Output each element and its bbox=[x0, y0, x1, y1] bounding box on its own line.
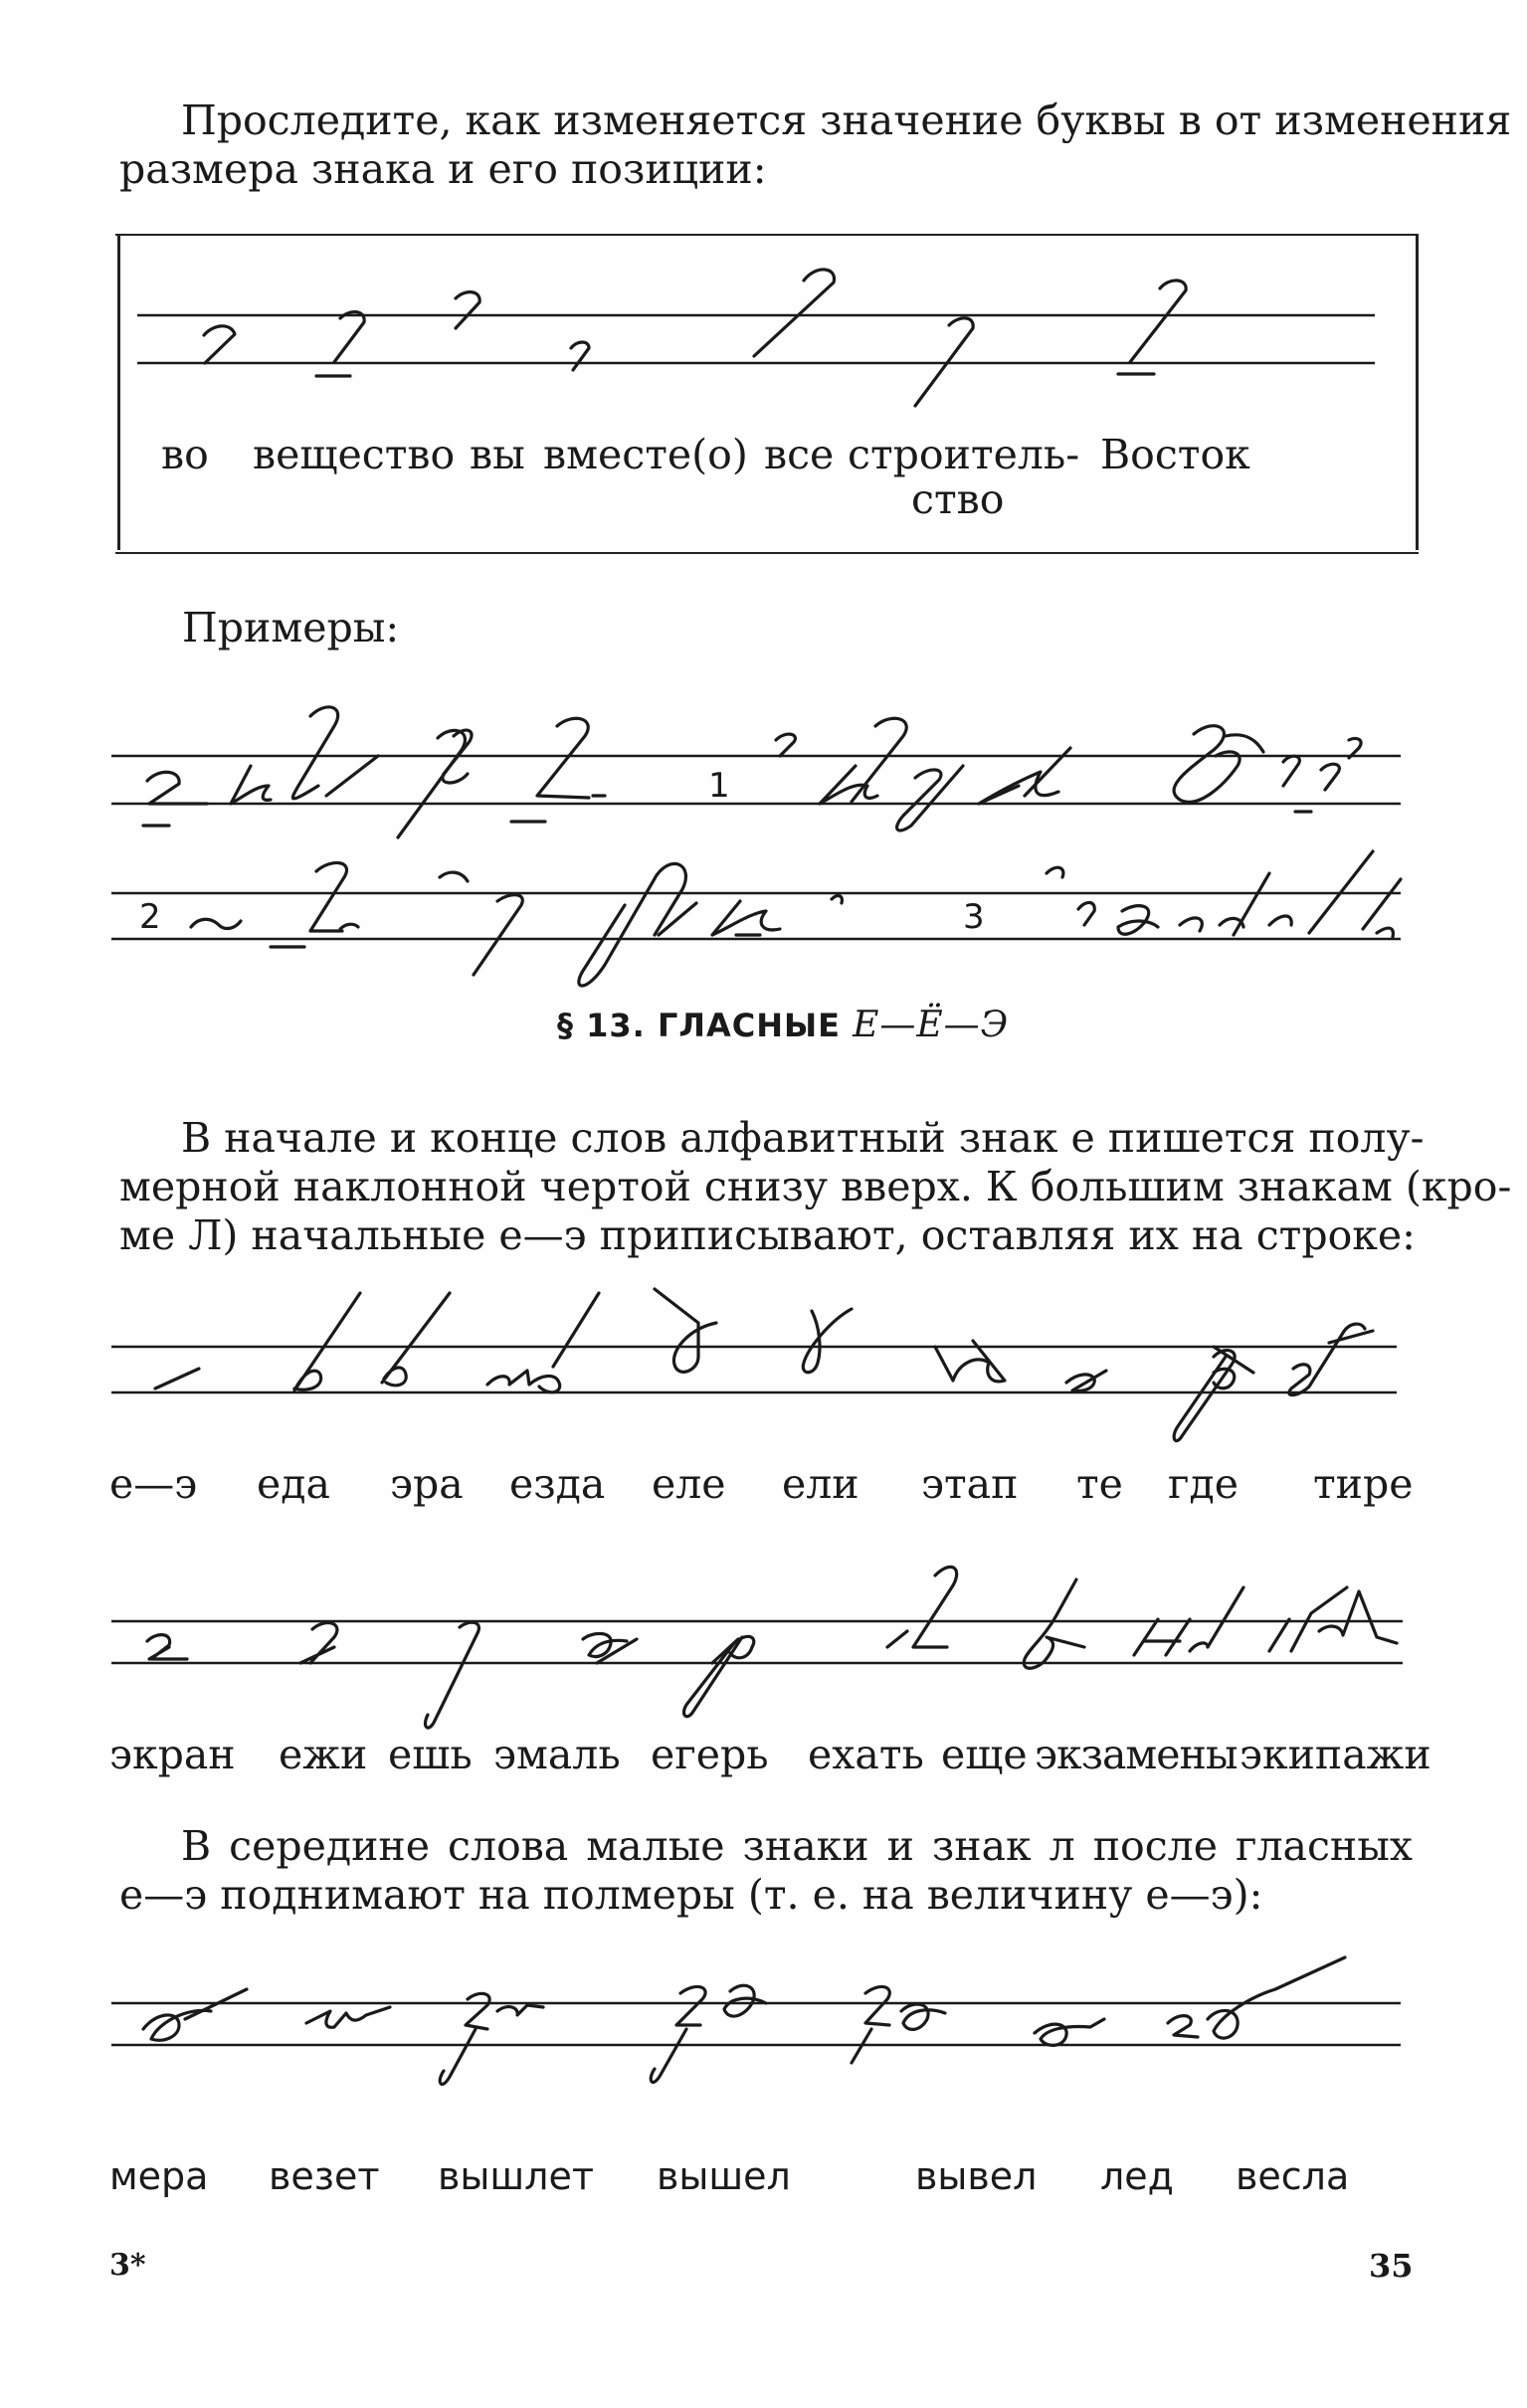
word-tire: тире bbox=[1313, 1460, 1414, 1508]
ex-stroke bbox=[1174, 726, 1240, 803]
label-vo: во bbox=[161, 431, 209, 478]
ex-stroke bbox=[897, 766, 963, 831]
word-vyshlet: вышлет bbox=[438, 2154, 594, 2198]
stroke-led bbox=[1035, 2019, 1104, 2045]
word-ezda: езда bbox=[509, 1460, 606, 1508]
stroke-ezda bbox=[487, 1293, 599, 1392]
stroke-ekipazhi bbox=[1269, 1587, 1397, 1651]
stroke-tire bbox=[1289, 1324, 1373, 1395]
ex-stroke bbox=[231, 766, 271, 804]
stroke-ehat bbox=[887, 1567, 957, 1647]
stroke-e-e bbox=[155, 1369, 199, 1389]
word-vezet: везет bbox=[269, 2154, 380, 2198]
label-vostok: Восток bbox=[1100, 431, 1250, 478]
stroke-esh bbox=[426, 1622, 479, 1728]
stroke-veshchestvo bbox=[316, 312, 364, 376]
stroke-era bbox=[382, 1293, 450, 1386]
rule1-line-1: В начале и конце слов алфавитный знак е пишется полу- bbox=[181, 1114, 1425, 1162]
ex-stroke bbox=[440, 872, 468, 881]
ex-stroke bbox=[1078, 902, 1094, 925]
ex-stroke bbox=[191, 919, 241, 928]
page-number: 35 bbox=[1369, 2247, 1414, 2285]
word-era: эра bbox=[390, 1460, 464, 1508]
stroke-vo bbox=[204, 326, 235, 363]
label-stvo: ство bbox=[911, 475, 1005, 523]
example-marker-3: 3 bbox=[963, 897, 985, 937]
label-vmeste: вместе(о) bbox=[543, 431, 748, 478]
rule1-line-3: ме Л) начальные е—э приписывают, оставляя их на строке: bbox=[119, 1211, 1416, 1259]
word-emal: эмаль bbox=[493, 1731, 621, 1778]
stroke-vy bbox=[456, 292, 479, 328]
stroke-eshche bbox=[1024, 1579, 1084, 1668]
stroke-ele bbox=[655, 1289, 716, 1372]
word-vyshel: вышел bbox=[657, 2154, 791, 2198]
ex-stroke bbox=[712, 901, 780, 935]
rule1-paragraph bbox=[119, 1114, 1512, 1260]
ex-stroke bbox=[852, 718, 906, 802]
example-row-1-strokes bbox=[143, 707, 1361, 837]
label-stroitel: строитель- bbox=[848, 431, 1080, 478]
ex-stroke bbox=[271, 862, 347, 947]
word-eda: еда bbox=[257, 1460, 330, 1508]
word-ekzameny: экзамены bbox=[1035, 1731, 1238, 1778]
stroke-te bbox=[1066, 1371, 1106, 1390]
word-gde: где bbox=[1168, 1460, 1239, 1508]
section-heading bbox=[557, 1005, 1009, 1045]
word-mera: мера bbox=[109, 2154, 209, 2198]
word-eger: егерь bbox=[651, 1731, 769, 1778]
examples-title: Примеры: bbox=[182, 604, 400, 651]
stroke-vse bbox=[754, 270, 834, 356]
word-eshche: еще bbox=[941, 1731, 1028, 1778]
rule2-paragraph bbox=[119, 1822, 1413, 1920]
example-row-2-strokes bbox=[191, 851, 1401, 986]
stroke-vyshel bbox=[651, 1985, 766, 2082]
stroke-vezet bbox=[306, 2007, 390, 2027]
label-vse: все bbox=[764, 431, 835, 478]
section-number: § 13. bbox=[557, 1007, 646, 1044]
label-veshchestvo: вещество bbox=[253, 431, 456, 478]
word-vyvel: вывел bbox=[915, 2154, 1038, 2198]
ex-stroke bbox=[1180, 918, 1202, 931]
stroke-emal bbox=[583, 1633, 637, 1663]
ex-stroke bbox=[1118, 906, 1158, 935]
word-vesla: весла bbox=[1236, 2154, 1350, 2198]
intro-line-1: Проследите, как изменяется значение буквы в от изменения bbox=[181, 96, 1512, 144]
stroke-vmeste bbox=[571, 342, 589, 370]
example-marker-2: 2 bbox=[139, 897, 161, 937]
stroke-eger bbox=[684, 1636, 754, 1716]
rule2-line-2: е—э поднимают на полмеры (т. е. на величину е—э): bbox=[119, 1871, 1263, 1919]
word-ehat: ехать bbox=[808, 1731, 924, 1778]
ex-stroke bbox=[511, 718, 589, 822]
row2-strokes bbox=[147, 1567, 1397, 1728]
section-letters: Е—Ё—Э bbox=[853, 1005, 1010, 1045]
ex-stroke bbox=[398, 730, 465, 837]
stroke-ezhi bbox=[300, 1623, 337, 1663]
size-demo-strokes bbox=[204, 270, 1186, 406]
ex-stroke bbox=[820, 766, 877, 804]
ex-stroke bbox=[776, 734, 795, 756]
ex-stroke bbox=[143, 772, 207, 826]
stroke-vesla bbox=[1168, 1957, 1345, 2038]
word-etap: этап bbox=[921, 1460, 1019, 1508]
stroke-vostok bbox=[1118, 280, 1186, 374]
row3-strokes bbox=[143, 1957, 1345, 2084]
word-te: те bbox=[1076, 1460, 1123, 1508]
word-ezhi: ежи bbox=[279, 1731, 368, 1778]
rule2-line-1: В середине слова малые знаки и знак л после гласных bbox=[181, 1822, 1413, 1870]
ex-stroke bbox=[1321, 738, 1361, 790]
intro-line-2: размера знака и его позиции: bbox=[119, 145, 767, 193]
word-led: лед bbox=[1100, 2154, 1174, 2198]
stroke-eli bbox=[803, 1309, 852, 1373]
ex-stroke bbox=[1226, 735, 1263, 752]
row1-strokes bbox=[155, 1289, 1373, 1441]
rule1-line-2: мерной наклонной чертой снизу вверх. К большим знакам (кро- bbox=[119, 1163, 1512, 1210]
section-title: ГЛАСНЫЕ bbox=[657, 1007, 841, 1044]
ex-stroke bbox=[340, 924, 358, 929]
ex-stroke bbox=[1220, 873, 1291, 935]
label-vy: вы bbox=[470, 431, 525, 478]
ex-stroke bbox=[832, 896, 842, 903]
signature-mark: 3* bbox=[109, 2248, 146, 2283]
word-ekran: экран bbox=[109, 1731, 236, 1778]
example-marker-1: 1 bbox=[708, 766, 730, 806]
stroke-eda bbox=[294, 1293, 360, 1390]
ex-stroke bbox=[474, 895, 522, 975]
word-ekipazhi: экипажи bbox=[1240, 1731, 1432, 1778]
word-eli: ели bbox=[782, 1460, 859, 1508]
ex-stroke bbox=[579, 863, 696, 986]
word-esh: ешь bbox=[388, 1731, 473, 1778]
stroke-ekran bbox=[147, 1635, 187, 1659]
word-ele: еле bbox=[652, 1460, 726, 1508]
stroke-mera bbox=[143, 1989, 247, 2040]
word-e-e: е—э bbox=[109, 1460, 198, 1508]
ex-stroke bbox=[292, 707, 378, 799]
stroke-vyvel bbox=[852, 1986, 945, 2063]
ex-stroke bbox=[1047, 867, 1063, 877]
stroke-vyshlet bbox=[440, 1993, 543, 2084]
